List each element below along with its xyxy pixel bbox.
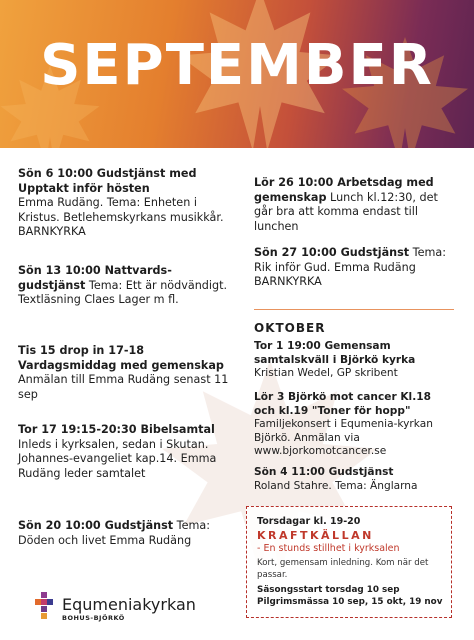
event-title: Sön 20 10:00 Gudstjänst (18, 519, 174, 532)
event-title: Sön 4 11:00 Gudstjänst (254, 466, 394, 478)
kraftkallan-time: Torsdagar kl. 19-20 (257, 516, 361, 527)
event-details: Inleds i kyrksalen, sedan i Skutan. Johannes-evangeliet kap.14. Emma Rudäng leder samtalet (18, 437, 217, 480)
event-item (18, 344, 233, 402)
kraftkallan-dates (257, 585, 453, 608)
event-title: Sön 6 10:00 Gudstjänst med Upptakt inför hösten (18, 167, 197, 195)
section-divider (254, 309, 454, 310)
section-heading: OKTOBER (254, 321, 326, 335)
kraftkallan-title: KRAFTKÄLLAN (257, 529, 374, 542)
equmenia-logo (32, 590, 222, 626)
event-title: Tor 17 19:15-20:30 Bibelsamtal (18, 423, 215, 436)
event-item (254, 176, 454, 234)
event-item (254, 246, 454, 290)
logo-name: Equmeniakyrkan (62, 595, 196, 614)
event-title: Tor 1 19:00 Gemensam samtalskväll i Björkö kyrka (254, 340, 416, 366)
logo-subtitle: BOHUS-BJÖRKÖ (62, 614, 125, 622)
event-title: Sön 13 10:00 Nattvards-gudstjänst (18, 264, 172, 292)
event-item (18, 264, 233, 308)
kraftkallan-box (246, 506, 452, 618)
event-details: Tema: Ett är nödvändigt. Textläsning Claes Lager m fl. (18, 278, 228, 306)
event-title: Lör 26 10:00 Arbetsdag med gemenskap (254, 176, 434, 204)
header-banner (0, 0, 474, 148)
event-details: Tema: Rik inför Gud. Emma Rudäng BARNKYRKA (254, 246, 446, 288)
event-details: Emma Rudäng. Tema: Enheten i Kristus. Betlehemskyrkans musikkår. BARNKYRKA (18, 196, 224, 238)
event-details: Tema: Döden och livet Emma Rudäng (18, 519, 210, 547)
event-details: Kristian Wedel, GP skribent (254, 367, 398, 380)
kraftkallan-description: Kort, gemensam inledning. Kom när det passar. (257, 558, 429, 580)
pilgrim-mass: Pilgrimsmässa 10 sep, 15 okt, 19 nov (257, 596, 443, 607)
event-item (254, 391, 454, 459)
event-item (254, 466, 454, 493)
season-start: Säsongsstart torsdag 10 sep (257, 585, 400, 595)
event-title: Sön 27 10:00 Gudstjänst (254, 246, 410, 259)
event-details: Roland Stahre. Tema: Änglarna (254, 479, 418, 492)
event-title: Lör 3 Björkö mot cancer Kl.18 och kl.19 "Toner för hopp" (254, 391, 431, 417)
event-title: Tis 15 drop in 17-18 Vardagsmiddag med gemenskap (18, 344, 224, 372)
kraftkallan-tagline: - En stunds stillhet i kyrksalen (257, 543, 400, 554)
event-details: Anmälan till Emma Rudäng senast 11 sep (18, 373, 229, 401)
event-details: Lunch kl.12:30, det går bra att komma endast till lunchen (254, 190, 438, 233)
page-title: SEPTEMBER (40, 33, 434, 98)
event-item (254, 340, 454, 381)
cross-icon (32, 592, 56, 622)
event-item (18, 167, 233, 240)
event-details: Familjekonsert i Equmenia-kyrkan Björkö. Anmälan via www.bjorkomotcancer.se (254, 418, 433, 458)
event-item (18, 423, 233, 481)
event-item (18, 519, 233, 548)
